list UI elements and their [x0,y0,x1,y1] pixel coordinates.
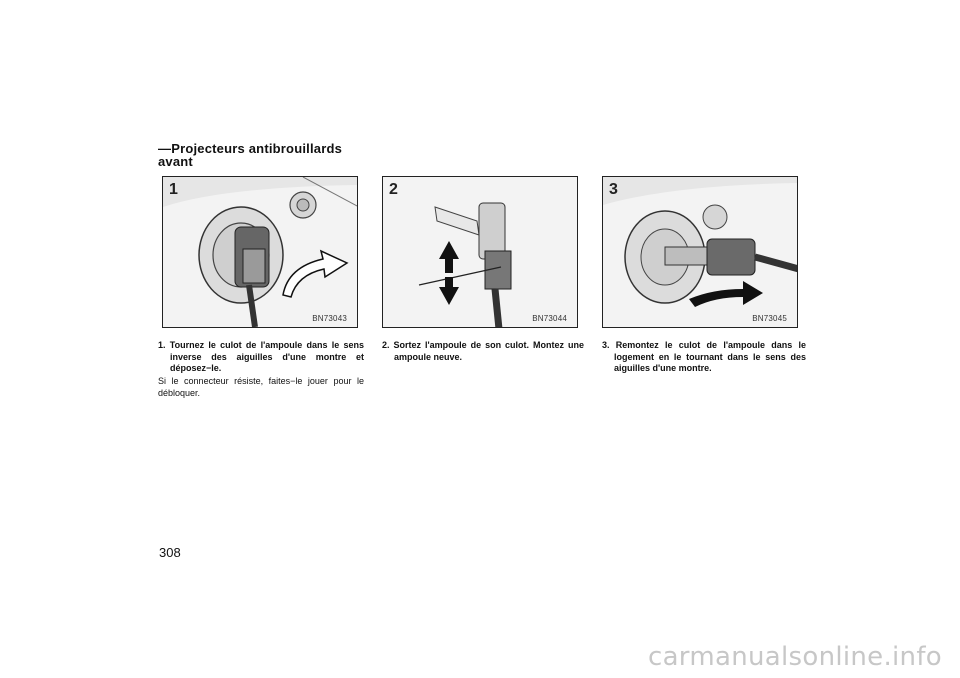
figure-3-illustration [603,177,798,328]
figure-3 [602,176,798,328]
note-text: Si le connecteur résiste, faites−le jouer pour le débloquer. [158,376,364,398]
step-2-text: 2. Sortez l'ampoule de son culot. Montez une ampoule neuve. [382,340,584,362]
figure-3-number: 3 [609,181,618,198]
figure-3-code: BN73045 [752,314,787,323]
figure-2 [382,176,578,328]
figure-1-number: 1 [169,181,178,198]
figure-1-illustration [163,177,358,328]
page-number: 308 [159,545,181,560]
step-3-text: 3. Remontez le culot de l'ampoule dans le logement en le tournant dans le sens des aiguilles d'une montre. [602,340,806,373]
section-title: —Projecteurs antibrouillards avant [158,141,343,169]
figure-1-code: BN73043 [312,314,347,323]
footer-watermark: carmanualsonline.info [647,642,942,672]
step-1-text: 1. Tournez le culot de l'ampoule dans le sens inverse des aiguilles d'une montre et déposez−le. [158,340,364,373]
figure-2-code: BN73044 [532,314,567,323]
figure-2-illustration [383,177,578,328]
figure-2-number: 2 [389,181,398,198]
figure-1 [162,176,358,328]
